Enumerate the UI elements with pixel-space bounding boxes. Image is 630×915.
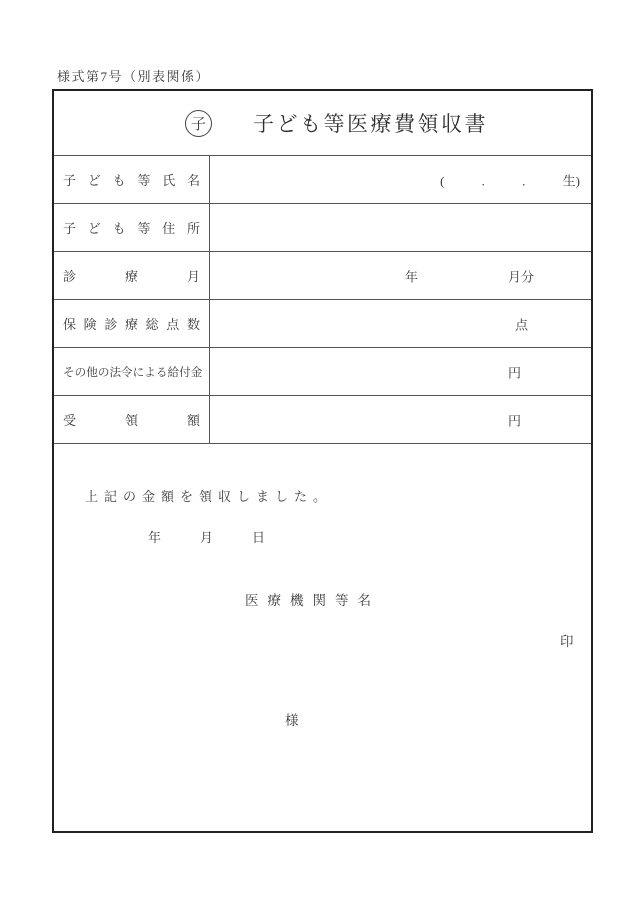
medical-institution-label: 医療機関等名 [245, 593, 380, 608]
page-title: 子ども等医療費領収書 [253, 112, 488, 136]
yen-unit-label: 円 [507, 413, 521, 428]
amount-received-field [210, 396, 591, 443]
child-stamp-icon [185, 110, 212, 137]
points-unit-label: 点 [514, 317, 528, 332]
title-row [54, 91, 591, 156]
total-points-field [210, 300, 591, 347]
receipt-form [52, 89, 593, 833]
row-label: そ の 他 の 法 令 に よ る 給 付 金 [63, 365, 203, 379]
table-row-child-name [54, 156, 591, 204]
row-label: 子 ど も 等 住 所 [63, 221, 200, 236]
month-unit-label: 月分 [508, 269, 535, 284]
yen-unit-label: 円 [507, 365, 521, 380]
table-row-other-benefits [54, 348, 591, 396]
child-address-field [210, 204, 591, 251]
row-label-cell [54, 204, 210, 251]
table-row-treatment-month [54, 252, 591, 300]
seal-placeholder: 印 [560, 634, 574, 649]
birth-date-note: ( . . 生) [440, 173, 580, 188]
row-label-cell [54, 156, 210, 203]
row-label: 診 療 月 [63, 269, 200, 284]
child-name-field [210, 156, 591, 203]
form-number-label: 様式第7号（別表関係） [57, 69, 211, 84]
signature-area [54, 444, 591, 831]
table-row-total-points [54, 300, 591, 348]
receipt-statement: 上記の金額を領収しました。 [85, 489, 333, 504]
treatment-month-field [210, 252, 591, 299]
row-label-cell [54, 300, 210, 347]
row-label: 受 領 額 [63, 413, 200, 428]
table-row-amount-received [54, 396, 591, 444]
row-label-cell [54, 348, 210, 395]
row-label-cell [54, 396, 210, 443]
date-line: 年 月 日 [148, 530, 266, 545]
row-label-cell [54, 252, 210, 299]
other-benefits-field [210, 348, 591, 395]
row-label: 保 険 診 療 総 点 数 [63, 317, 200, 332]
addressee-suffix: 様 [285, 713, 299, 728]
row-label: 子 ど も 等 氏 名 [63, 173, 200, 188]
child-stamp-char: 子 [190, 117, 206, 133]
table-row-child-address [54, 204, 591, 252]
year-unit-label: 年 [405, 269, 419, 284]
